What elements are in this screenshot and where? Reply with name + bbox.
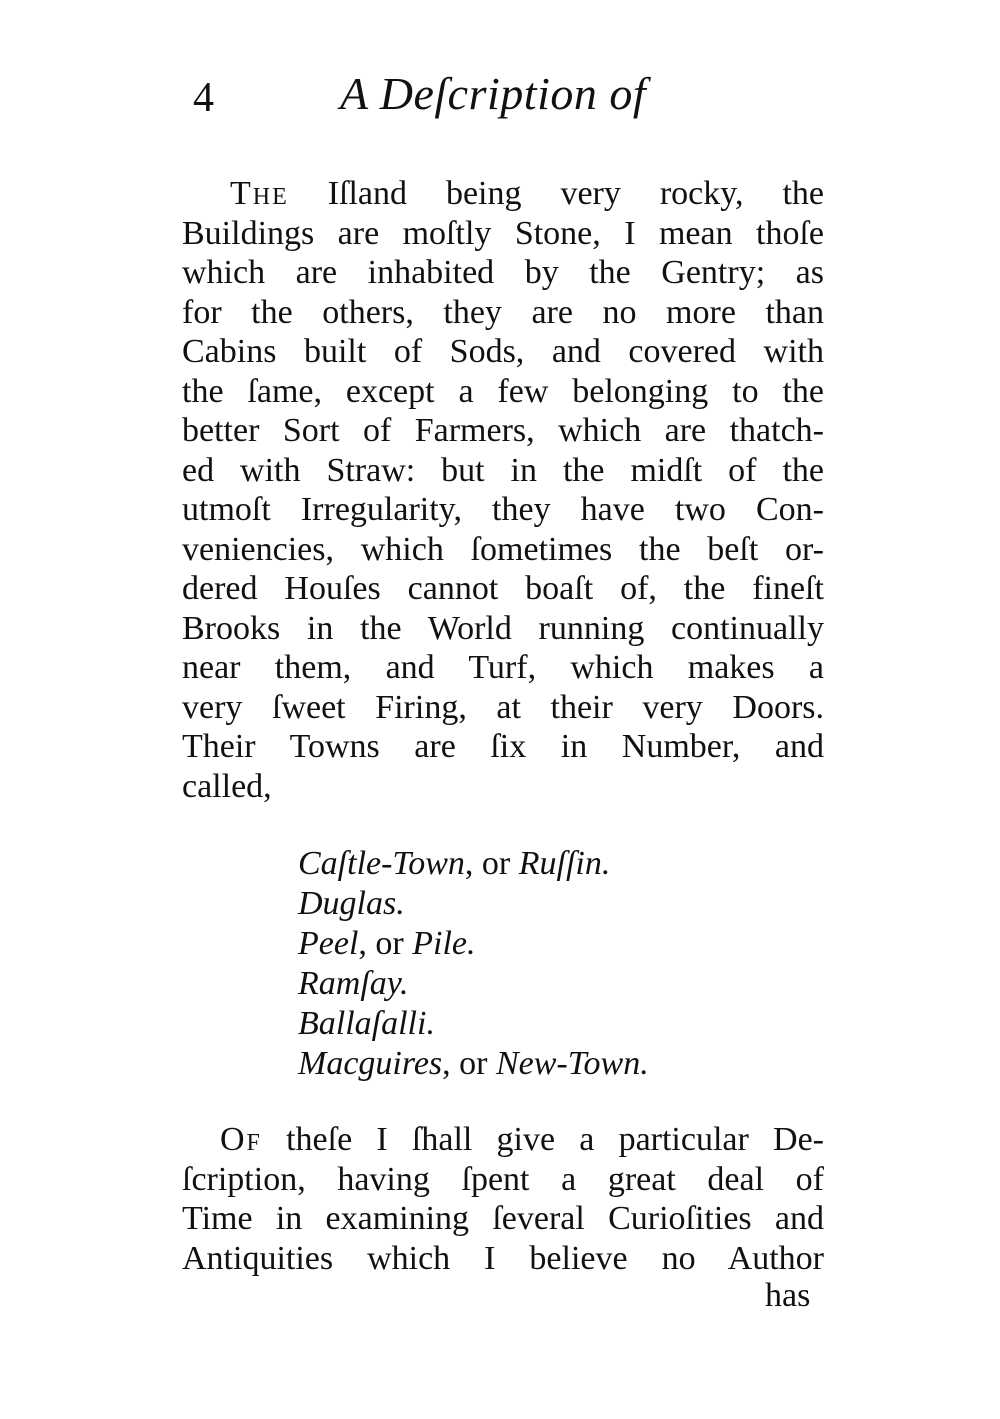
paragraph-line: dered Houſes cannot boaſt of, the fineſt <box>182 570 824 607</box>
paragraph-line: which are inhabited by the Gentry; as <box>182 254 824 291</box>
page-header <box>0 58 1000 128</box>
town-list-item: Ramſay. <box>298 965 409 1002</box>
paragraph-line: veniencies, which ſometimes the beſt or- <box>182 530 824 568</box>
running-title: A Deſcription of <box>340 68 647 119</box>
page-number: 4 <box>193 75 214 121</box>
town-list-item: Caſtle-Town, or Ruſſin. <box>298 845 611 882</box>
paragraph-line: Antiquities which I believe no Author <box>182 1239 824 1277</box>
paragraph-line: Cabins built of Sods, and covered with <box>182 333 824 370</box>
town-list-item: Ballaſalli. <box>298 1005 435 1042</box>
paragraph-2 <box>182 1120 824 1278</box>
paragraph-line: better Sort of Farmers, which are thatch- <box>182 412 824 449</box>
paragraph-line: ed with Straw: but in the midſt of the <box>182 451 824 489</box>
paragraph-line: very ſweet Firing, at their very Doors. <box>182 688 824 726</box>
paragraph-line: for the others, they are no more than <box>182 293 824 331</box>
catchword: has <box>765 1277 811 1314</box>
town-list-item: Macguires, or New-Town. <box>298 1045 649 1082</box>
paragraph-line: called, <box>182 767 272 805</box>
paragraph-line: the ſame, except a few belonging to the <box>182 372 824 410</box>
paragraph-line: Brooks in the World running continually <box>182 609 824 647</box>
town-list-item: Peel, or Pile. <box>298 925 476 962</box>
town-list-item: Duglas. <box>298 885 405 922</box>
paragraph-line: Buildings are moſtly Stone, I mean thoſe <box>182 214 824 252</box>
paragraph-line: Their Towns are ſix in Number, and <box>182 728 824 765</box>
paragraph-1 <box>182 174 824 806</box>
paragraph-line: Of theſe I ſhall give a particular De- <box>220 1121 824 1158</box>
paragraph-opening-word: The <box>230 175 289 212</box>
paragraph-line: Time in examining ſeveral Curioſities and <box>182 1200 824 1237</box>
paragraph-line: The Iſland being very rocky, the <box>230 175 825 212</box>
paragraph-line: near them, and Turf, which makes a <box>182 649 824 686</box>
paragraph-line: ſcription, having ſpent a great deal of <box>182 1160 824 1198</box>
town-list <box>298 844 649 1084</box>
paragraph-opening-word: Of <box>220 1121 262 1158</box>
paragraph-line: utmoſt Irregularity, they have two Con- <box>182 491 824 528</box>
